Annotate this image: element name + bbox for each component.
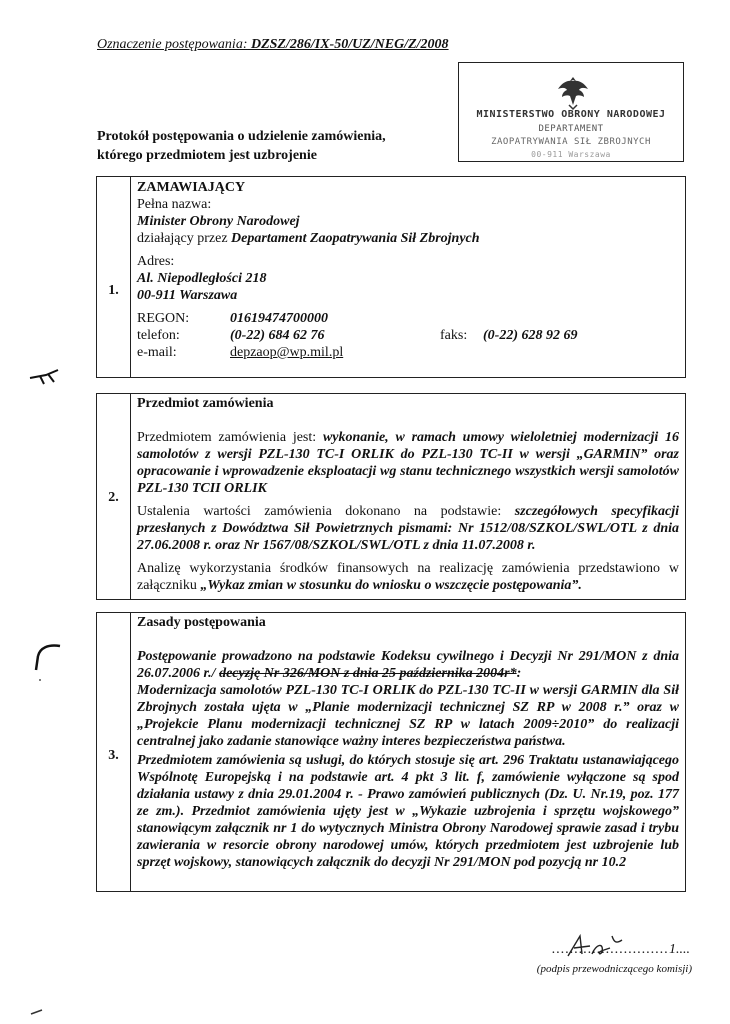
signature-label: (podpis przewodniczącego komisji) <box>536 963 692 975</box>
legal-basis-text: Postępowanie prowadzono na podstawie Kodeksu cywilnego i Decyzji Nr 291/MON z dnia 26.07.2006 r./ <box>137 649 679 681</box>
section-number: 3. <box>108 748 119 763</box>
email-link[interactable]: depzaop@wp.mil.pl <box>230 345 344 360</box>
analysis-text: „Wykaz zmian w stosunku do wniosku o wszczęcie postępowania”. <box>200 578 582 593</box>
stamp-department: DEPARTAMENT <box>538 124 604 134</box>
margin-hook-icon <box>30 640 64 684</box>
regon-value: 01619474700000 <box>230 311 328 326</box>
section-heading: Zasady postępowania <box>137 615 266 630</box>
full-name-label: Pełna nazwa: <box>137 197 212 212</box>
modernization-paragraph: Modernizacja samolotów PZL-130 TC-I ORLIK do PZL-130 TC-II w wersji GARMIN dla Sił Zbrojnych została ujęta w „Planie modernizacji technicznej SZ RP w 2008 r.” oraz w „Projekcie Planu modernizacji technicznej SZ RP w latach 2009÷2010” do realizacji centralnej jako zadanie stanowiące ważny interes bezpieczeństwa państwa. <box>137 683 679 749</box>
address-line2: 00-911 Warszawa <box>137 288 238 303</box>
acting-unit: Departament Zaopatrywania Sił Zbrojnych <box>231 231 480 246</box>
signature-line: ..........................1.... <box>552 942 690 957</box>
stamp-city: 00-911 Warszawa <box>531 150 611 159</box>
valuation-text: szczegółowych specyfikacji przesłanych z Dowództwa Sił Powietrznych pismami: Nr 1512/08/SZKOL/SWL/OTL z dnia 27.06.2008 r. oraz Nr 1567/08/SZKOL/SWL/OTL z dnia 11.07.2008 r. <box>137 504 679 553</box>
margin-mark-icon <box>28 366 64 386</box>
valuation-paragraph <box>137 503 679 554</box>
protocol-title-line2: którego przedmiotem jest uzbrojenie <box>97 148 317 163</box>
corner-mark-icon <box>30 1008 44 1016</box>
stamp-unit: ZAOPATRYWANIA SIŁ ZBROJNYCH <box>491 137 651 147</box>
section-number-column <box>97 177 131 377</box>
section-heading: ZAMAWIAJĄCY <box>137 180 246 195</box>
phone-value: (0-22) 684 62 76 <box>230 328 325 343</box>
official-stamp <box>458 62 684 162</box>
email-label: e-mail: <box>137 345 177 360</box>
subject-text: wykonanie, w ramach umowy wieloletniej modernizacji 16 samolotów z wersji PZL-130 TC-I ORLIK do PZL-130 TC-II w wersji „GARMIN” oraz opracowanie i wprowadzenie eksploatacji wg stanu technicznego wszystkich wersji samolotów PZL-130 TCII ORLIK <box>137 430 680 496</box>
valuation-prefix: Ustalenia wartości zamówienia dokonano na podstawie: <box>137 504 502 519</box>
proceeding-reference <box>97 37 449 53</box>
address-label: Adres: <box>137 254 175 269</box>
address-line1: Al. Niepodległości 218 <box>137 271 267 286</box>
page-number: 1 <box>669 942 676 957</box>
protocol-title-line1: Protokół postępowania o udzielenie zamówienia, <box>97 129 386 144</box>
stamp-ministry: MINISTERSTWO OBRONY NARODOWEJ <box>476 109 666 120</box>
legal-basis-end: : <box>516 666 522 681</box>
analysis-prefix: Analizę wykorzystania środków finansowych na realizację zamówienia przedstawiono w załączniku <box>137 561 679 593</box>
section-subject <box>96 393 686 600</box>
subject-paragraph <box>137 429 679 497</box>
exemption-paragraph: Przedmiotem zamówienia są usługi, do których stosuje się art. 296 Traktatu ustanawiającego Wspólnotę Europejską i na podstawie art. 4 pkt 3 lit. f, zamówienie wyłączone są spod działania ustawy z dnia 29.01.2004 r. - Prawo zamówień publicznych (Dz. U. Nr.19, poz. 177 ze zm.). Przedmiot zamówienia ujęty jest w „Wykazie uzbrojenia i sprzętu wojskowego” stanowiącym załącznik nr 1 do wytycznych Ministra Obrony Narodowej sprawie zasad i trybu zawierania w resorcie obrony narodowej umów, których przedmiotem jest uzbrojenie lub sprzęt wojskowy, stanowiących załącznik do decyzji Nr 291/MON pod pozycją nr 10.2 <box>137 753 679 870</box>
legal-basis-struck: decyzję Nr 326/MON z dnia 25 października 2004r* <box>219 666 517 681</box>
fax-label: faks: <box>440 328 468 343</box>
fax-value: (0-22) 628 92 69 <box>483 328 578 343</box>
section-contracting-authority <box>96 176 686 378</box>
subject-prefix: Przedmiotem zamówienia jest: <box>137 430 317 445</box>
acting-through <box>137 230 679 247</box>
regon-label: REGON: <box>137 311 190 326</box>
section-number: 2. <box>108 490 119 505</box>
phone-label: telefon: <box>137 328 180 343</box>
analysis-paragraph <box>137 560 679 594</box>
section-number: 1. <box>108 283 119 298</box>
eagle-emblem-icon <box>553 71 593 111</box>
legal-basis-paragraph <box>137 648 679 682</box>
full-name: Minister Obrony Narodowej <box>137 214 300 229</box>
protocol-title <box>97 127 386 165</box>
section-heading: Przedmiot zamówienia <box>137 396 274 411</box>
reference-label: Oznaczenie postępowania: <box>97 37 248 52</box>
acting-prefix: działający przez <box>137 231 228 246</box>
section-procedure-rules <box>96 612 686 892</box>
reference-number: DZSZ/286/IX-50/UZ/NEG/Z/2008 <box>250 37 449 52</box>
